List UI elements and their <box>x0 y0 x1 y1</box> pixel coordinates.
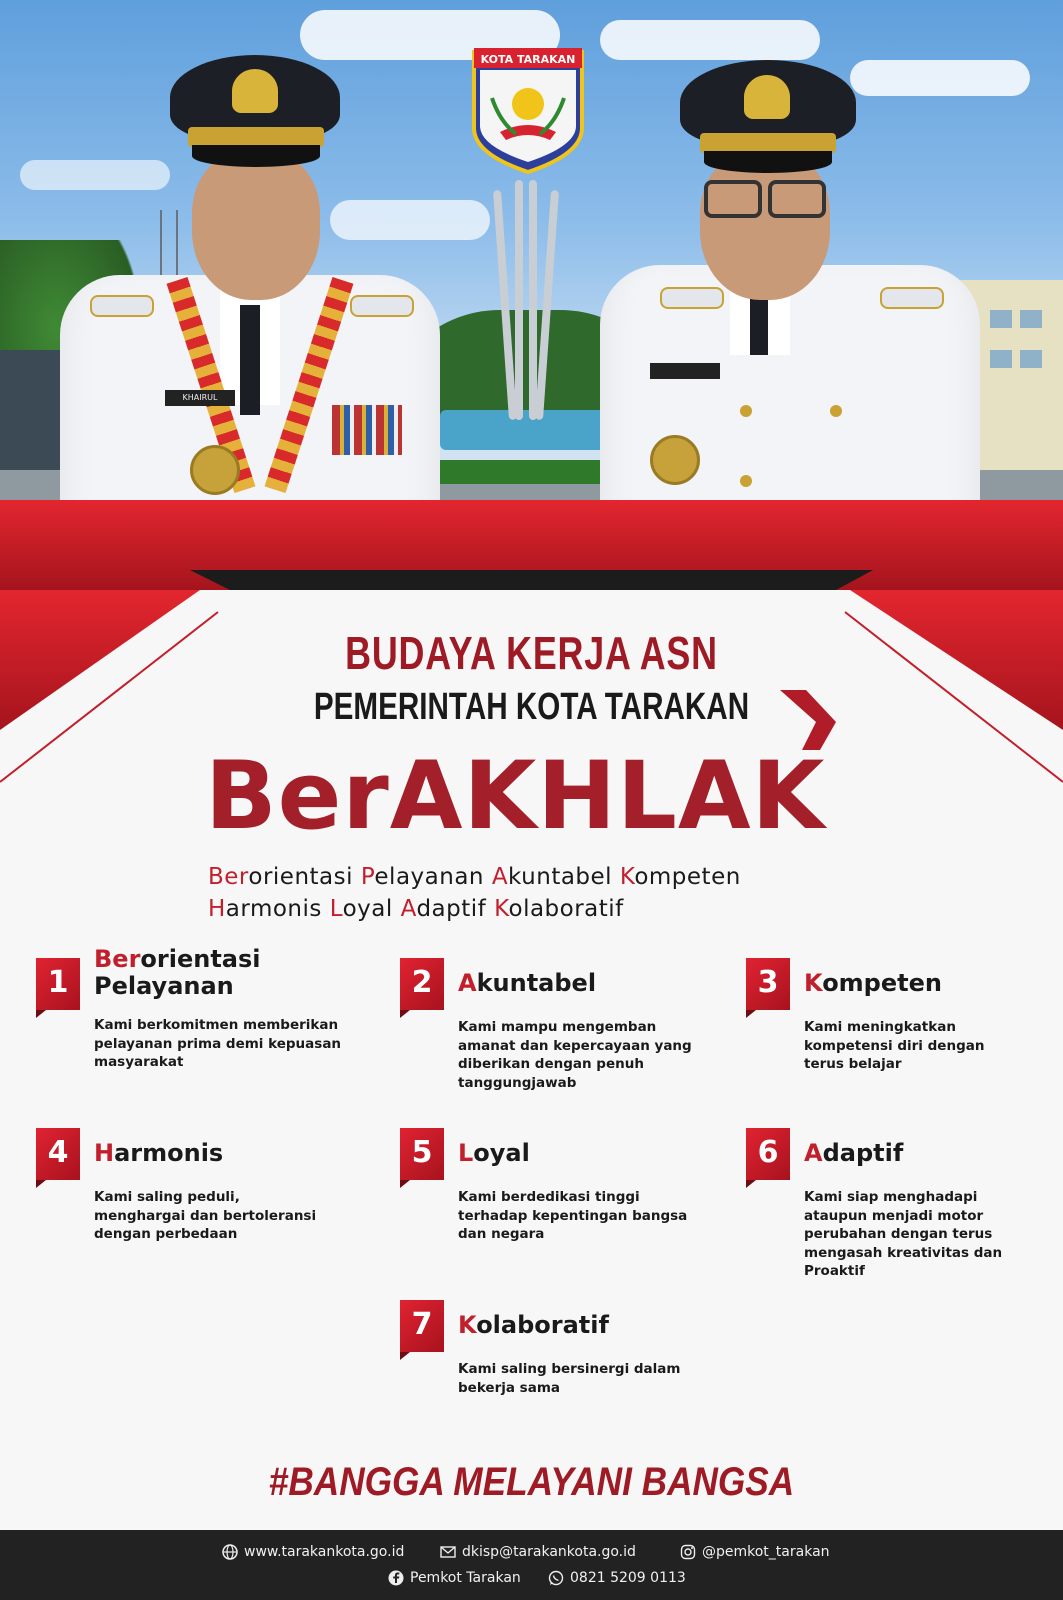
number-badge <box>746 958 790 1010</box>
footer-email[interactable] <box>440 1544 636 1560</box>
acronym-rest: daptif <box>416 896 495 922</box>
number-text: 4 <box>47 1135 69 1170</box>
number-text: 6 <box>757 1135 779 1170</box>
acronym-rest: orientasi <box>248 864 361 890</box>
number-text: 2 <box>411 965 433 1000</box>
acronym-initial: P <box>360 864 375 890</box>
acronym-initial: Ber <box>208 864 249 890</box>
number-text: 7 <box>411 1307 433 1342</box>
number-text: 3 <box>757 965 779 1000</box>
nametag: KHAIRUL <box>165 390 235 406</box>
value-description: Kami siap menghadapi ataupun menjadi motor perubahan dengan terus mengasah kreativitas dan Proaktif <box>804 1189 1003 1279</box>
heading-pemerintah: PEMERINTAH KOTA TARAKAN <box>313 686 750 728</box>
value-title: Adaptif <box>804 1139 904 1167</box>
acronym-rest: olaboratif <box>508 896 624 922</box>
panel-top <box>230 590 836 610</box>
acronym-initial: H <box>208 896 226 922</box>
value-title: Kompeten <box>804 969 942 997</box>
acronym-initial: A <box>400 896 417 922</box>
value-description: Kami berdedikasi tinggi terhadap kepentingan bangsa dan negara <box>458 1189 688 1242</box>
official-right-photo <box>600 55 980 525</box>
value-description: Kami berkomitmen memberikan pelayanan prima demi kepuasan masyarakat <box>94 1017 342 1070</box>
acronym-rest: oyal <box>342 896 401 922</box>
acronym-line-2 <box>208 896 624 922</box>
value-title: Loyal <box>458 1139 530 1167</box>
number-badge <box>36 1128 80 1180</box>
acronym-rest: elayanan <box>374 864 492 890</box>
footer <box>0 1530 1063 1600</box>
globe-icon <box>222 1544 238 1560</box>
acronym-initial: L <box>329 896 343 922</box>
footer-facebook[interactable] <box>388 1570 521 1586</box>
number-badge <box>36 958 80 1010</box>
number-badge <box>400 1300 444 1352</box>
whatsapp-icon <box>548 1570 564 1586</box>
instagram-icon <box>680 1544 696 1560</box>
acronym-line-1 <box>208 864 741 890</box>
acronym-initial: K <box>619 864 635 890</box>
number-badge <box>746 1128 790 1180</box>
number-text: 1 <box>47 965 69 1000</box>
value-title: Harmonis <box>94 1139 224 1167</box>
acronym-initial: K <box>494 896 509 922</box>
monument-tower <box>495 190 557 420</box>
official-left-photo <box>60 55 440 525</box>
footer-whatsapp[interactable] <box>548 1570 686 1586</box>
footer-instagram[interactable] <box>680 1544 830 1560</box>
acronym-initial: A <box>491 864 509 890</box>
acronym-rest: ompeten <box>634 864 741 890</box>
mail-icon <box>440 1544 456 1560</box>
email-text: dkisp@tarakankota.go.id <box>462 1544 636 1560</box>
berakhlak-brand: BerAKHLAK <box>205 742 826 851</box>
kota-tarakan-logo <box>470 42 586 174</box>
number-badge <box>400 958 444 1010</box>
instagram-text: @pemkot_tarakan <box>702 1544 830 1560</box>
cloud <box>600 20 820 60</box>
whatsapp-text: 0821 5209 0113 <box>570 1570 686 1586</box>
website-text: www.tarakankota.go.id <box>244 1544 405 1560</box>
hashtag: #BANGGA MELAYANI BANGSA <box>268 1460 795 1504</box>
number-badge <box>400 1128 444 1180</box>
heading-budaya-kerja: BUDAYA KERJA ASN <box>345 627 718 679</box>
facebook-text: Pemkot Tarakan <box>410 1570 521 1586</box>
facebook-icon <box>388 1570 404 1586</box>
nametag-right <box>650 363 720 379</box>
acronym-rest: kuntabel <box>508 864 620 890</box>
value-description: Kami mampu mengemban amanat dan kepercayaan yang diberikan dengan penuh tanggungjawab <box>458 1019 692 1091</box>
value-description: Kami saling peduli, menghargai dan bertoleransi dengan perbedaan <box>94 1189 317 1242</box>
footer-website[interactable] <box>222 1544 404 1560</box>
value-description: Kami saling bersinergi dalam bekerja sama <box>458 1361 681 1396</box>
svg-text:KOTA TARAKAN: KOTA TARAKAN <box>480 53 576 66</box>
value-description: Kami meningkatkan kompetensi diri dengan terus belajar <box>804 1019 985 1072</box>
acronym-rest: armonis <box>225 896 330 922</box>
value-title: Berorientasi Pelayanan <box>94 945 261 1000</box>
value-title: Kolaboratif <box>458 1311 609 1339</box>
number-text: 5 <box>411 1135 433 1170</box>
value-title: Akuntabel <box>458 969 597 997</box>
